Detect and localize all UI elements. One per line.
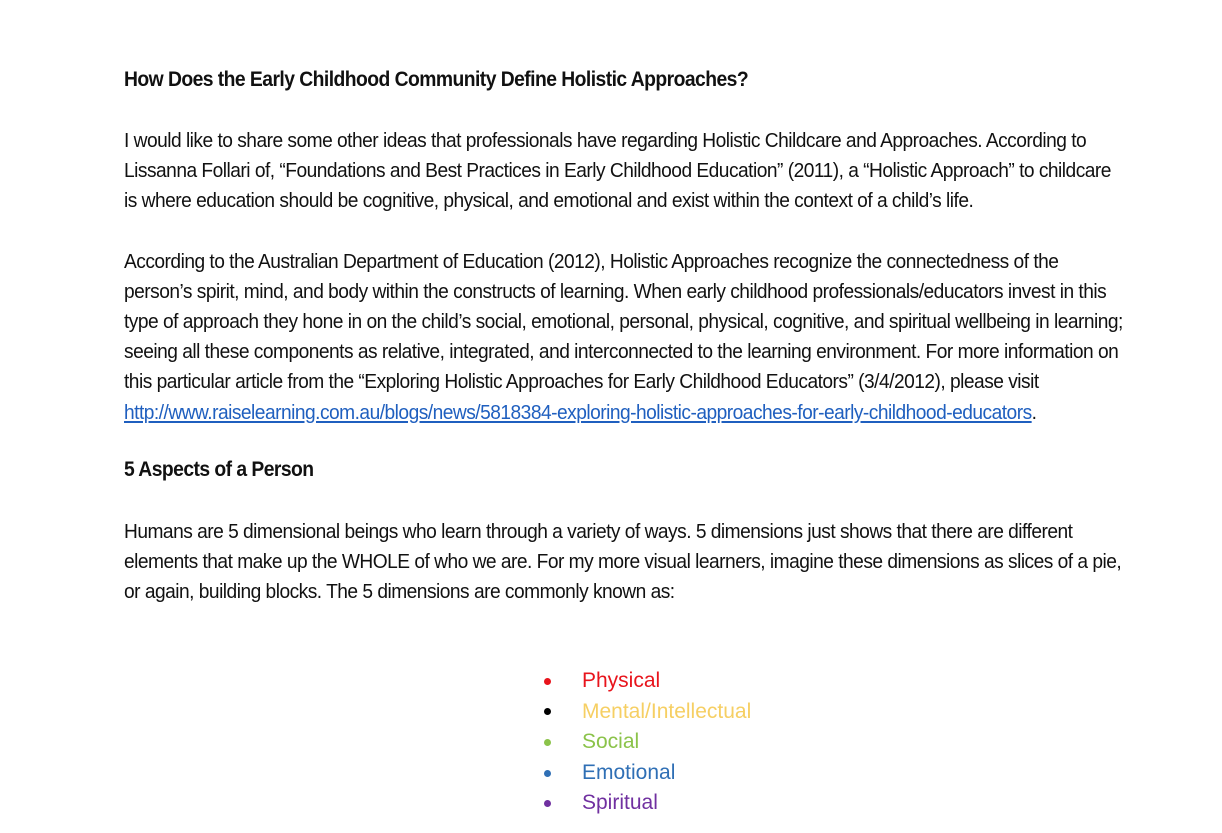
list-item-physical: [544, 666, 751, 697]
bullet-icon: [544, 708, 551, 715]
raiselearning-link[interactable]: http://www.raiselearning.com.au/blogs/news/5818384-exploring-holistic-approaches-for-early-childhood-educators: [124, 400, 1032, 424]
paragraph-australian-text: According to the Australian Department of Education (2012), Holistic Approaches recognize the connectedness of the person’s spirit, mind, and body within the constructs of learning. When early childhood professionals/educators invest in this type of approach they hone in on the child’s social, emotional, personal, physical, cognitive, and spiritual wellbeing in learning; seeing all these components as relative, integrated, and interconnected to the learning environment. For more information on this particular article from the “Exploring Holistic Approaches for Early Childhood Educators” (3/4/2012), please visit: [124, 249, 1123, 394]
bullet-icon: [544, 739, 551, 746]
document-page: [124, 62, 1124, 607]
dimension-label: Physical: [582, 669, 661, 692]
paragraph-period: .: [1031, 400, 1037, 424]
section-heading-holistic: How Does the Early Childhood Community Define Holistic Approaches?: [124, 68, 749, 91]
dimension-label: Spiritual: [582, 791, 658, 815]
paragraph-follari: I would like to share some other ideas that professionals have regarding Holistic Childcare and Approaches. According to Lissanna Follari of, “Foundations and Best Practices in Early Childhood Education” (2011), a “Holistic Approach” to childcare is where education should be cognitive, physical, and emotional and exist within the context of a child’s life.: [124, 129, 1111, 213]
dimension-label: Mental/Intellectual: [582, 699, 752, 723]
dimensions-list: [544, 666, 751, 819]
list-item-emotional: [544, 758, 751, 789]
bullet-icon: [544, 800, 551, 807]
bullet-icon: [544, 678, 551, 685]
list-item-mental: [544, 697, 751, 728]
section-heading-aspects: 5 Aspects of a Person: [124, 457, 314, 481]
list-item-social: [544, 727, 751, 758]
paragraph-australian-dept: [124, 247, 1124, 428]
bullet-icon: [544, 770, 551, 777]
dimension-label: Emotional: [582, 760, 676, 784]
list-item-spiritual: [544, 788, 751, 819]
paragraph-dimensions: Humans are 5 dimensional beings who learn through a variety of ways. 5 dimensions just shows that there are different elements that make up the WHOLE of who we are. For my more visual learners, imagine these dimensions as slices of a pie, or again, building blocks. The 5 dimensions are commonly known as:: [124, 519, 1122, 604]
dimension-label: Social: [582, 730, 640, 754]
